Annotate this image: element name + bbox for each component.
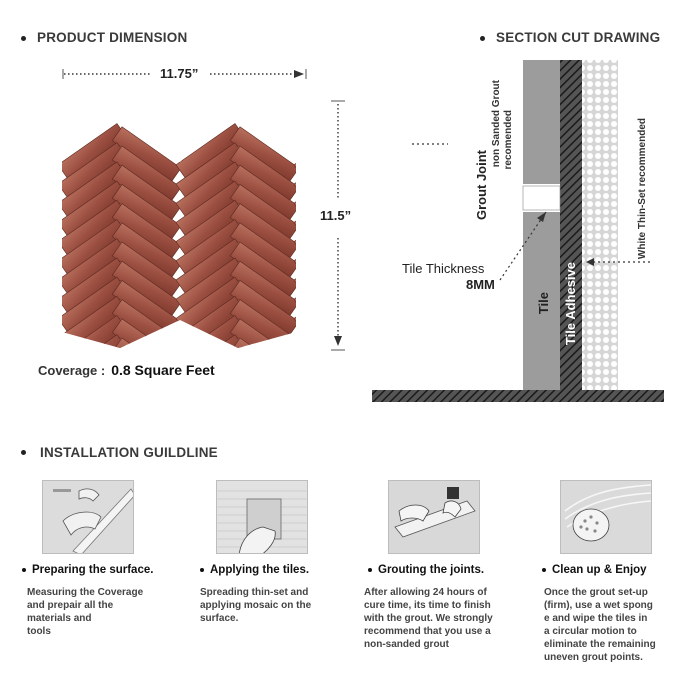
step-4-title: Clean up & Enjoy [542,564,647,576]
coverage-label: Coverage : [38,363,106,378]
height-dimension-line [328,98,348,356]
section-cut-drawing [370,56,670,406]
grout-float-icon [389,481,480,554]
step-1-description: Measuring the Coverage and prepair all the materials and tools [27,587,144,637]
step-4-description: Once the grout set-up (firm), use a wet spong e and wipe the tiles in a circular motion to eliminate the remaining uneven grout points. [544,587,656,663]
step-1-image [42,480,134,554]
height-label: 11.5” [320,208,352,223]
step-4-image [560,480,652,554]
mosaic-tile [294,335,302,352]
step-3-description: After allowing 24 hours of cure time, its time to finish with the grout. We strongly recommend that you use a non-sanded grout [364,587,493,650]
step-2-title: Applying the tiles. [200,564,309,576]
installation-heading: INSTALLATION GUILDLINE [40,445,218,460]
mosaic-tile [176,335,245,352]
coverage-value: 0.8 Square Feet [111,362,215,378]
tile-adhesive-label: Tile Adhesive [563,262,578,346]
grout-note-line1: non Sanded Grout [491,80,502,168]
step-2-image [216,480,308,554]
section-cut-heading: SECTION CUT DRAWING [496,30,661,45]
mosaic-tile [112,338,181,352]
step-2-description: Spreading thin-set and applying mosaic on the surface. [200,587,312,624]
step-1-title: Preparing the surface. [22,564,153,576]
herringbone-mosaic-tile [62,100,302,352]
measuring-icon [43,481,134,554]
step-3-image [388,480,480,554]
section-bullet [21,36,26,41]
step-3-title: Grouting the joints. [368,564,484,576]
product-dimension-heading: PRODUCT DIMENSION [37,30,188,45]
tile-label: Tile [536,292,551,315]
tile-thickness-label: Tile Thickness [402,261,485,276]
thinset-note-label: White Thin-Set recommended [637,118,648,260]
sponge-icon [561,481,652,554]
trowel-icon [217,481,308,554]
grout-note-line2: recomended [503,110,514,170]
section-bullet [480,36,485,41]
section-bullet [21,450,26,455]
coverage-row [38,362,215,378]
tile-thickness-value: 8MM [466,277,495,292]
grout-joint-label: Grout Joint [474,150,489,221]
width-label: 11.75” [160,66,199,81]
